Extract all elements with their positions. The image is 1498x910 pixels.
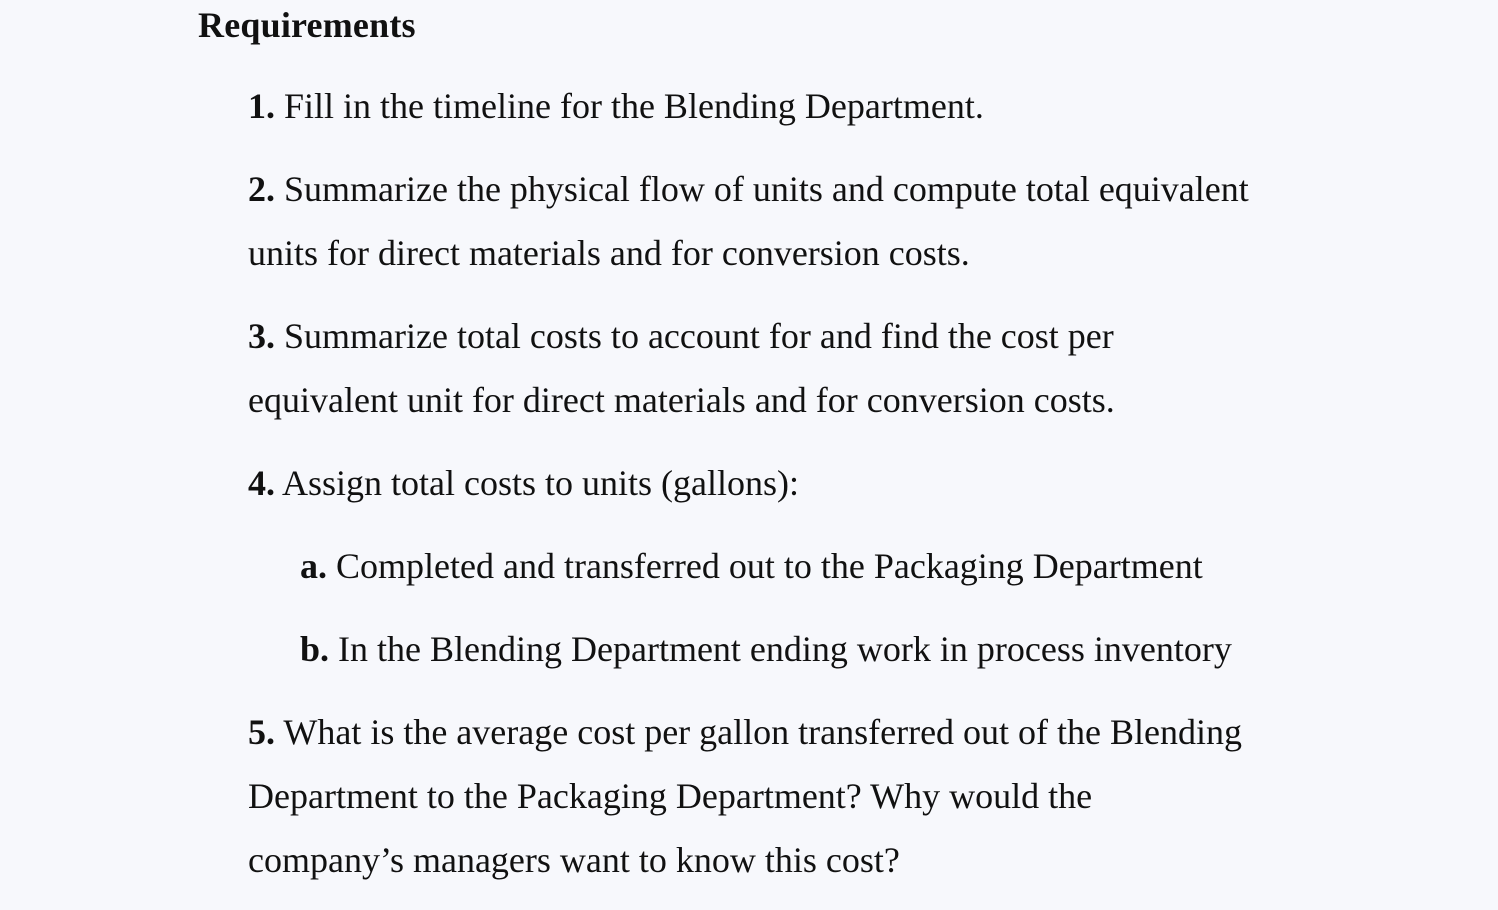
- requirement-line: 4. Assign total costs to units (gallons):: [248, 463, 800, 503]
- requirement-number: 1.: [248, 86, 275, 126]
- requirement-number: 4.: [248, 463, 275, 503]
- page-title: Requirements: [198, 5, 416, 45]
- requirement-number: 2.: [248, 169, 275, 209]
- requirement-line: units for direct materials and for conversion costs.: [248, 233, 970, 273]
- sub-item-letter: b.: [300, 629, 330, 669]
- requirement-line: company’s managers want to know this cost?: [248, 840, 900, 880]
- requirement-item-3: [248, 304, 1473, 432]
- sub-item-text: Completed and transferred out to the Packaging Department: [336, 546, 1203, 586]
- requirement-item-1: [248, 74, 1473, 138]
- sub-item-a: [300, 534, 1480, 598]
- requirement-number: 5.: [248, 712, 275, 752]
- requirement-item-5: [248, 700, 1473, 892]
- requirement-line: equivalent unit for direct materials and for conversion costs.: [248, 380, 1115, 420]
- sub-item-b: [300, 617, 1480, 681]
- requirement-line: 1. Fill in the timeline for the Blending Department.: [248, 86, 984, 126]
- requirement-line: 2. Summarize the physical flow of units and compute total equivalent: [248, 169, 1249, 209]
- requirement-line: Department to the Packaging Department? Why would the: [248, 776, 1093, 816]
- requirement-line: 3. Summarize total costs to account for and find the cost per: [248, 316, 1114, 356]
- sub-item-text: In the Blending Department ending work in process inventory: [338, 629, 1232, 669]
- requirement-line: 5. What is the average cost per gallon transferred out of the Blending: [248, 712, 1243, 752]
- sub-item-letter: a.: [300, 546, 327, 586]
- requirement-item-2: [248, 157, 1473, 285]
- requirement-number: 3.: [248, 316, 275, 356]
- requirement-item-4: [248, 451, 1473, 515]
